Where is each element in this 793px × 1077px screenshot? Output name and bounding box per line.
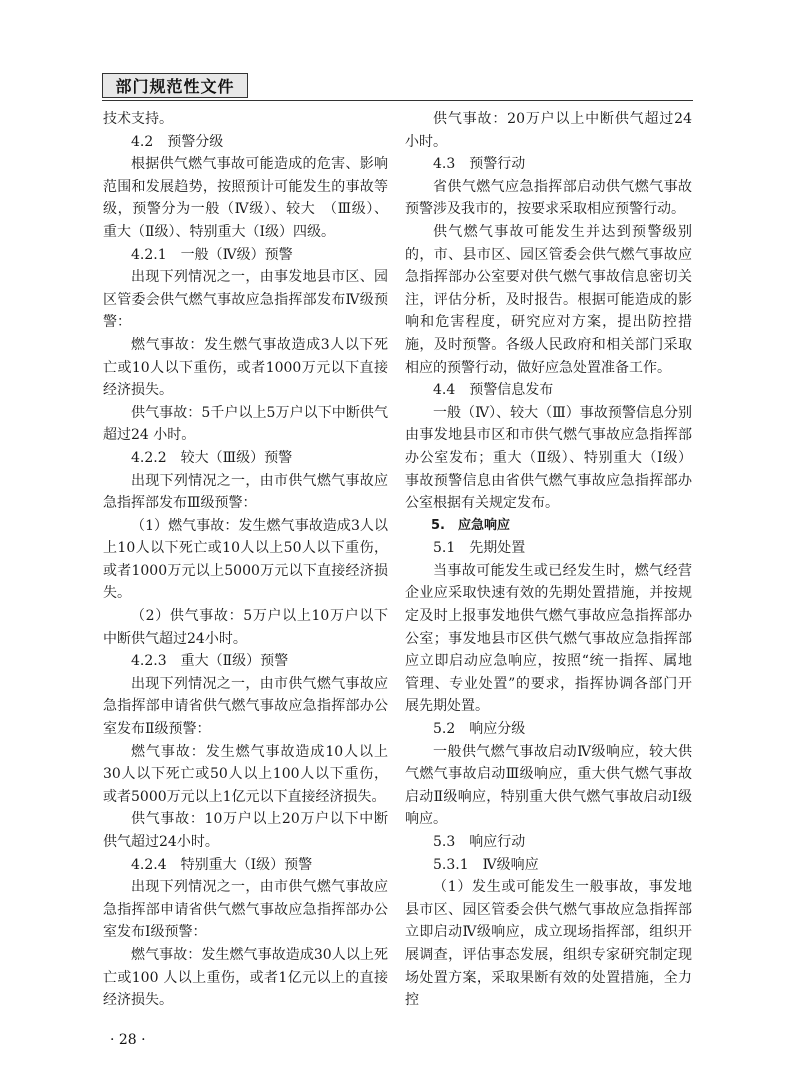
paragraph: 4.2.4 特别重大（Ⅰ级）预警 xyxy=(131,856,313,873)
paragraph: 4.4 预警信息发布 xyxy=(433,382,554,399)
section-header-title: 部门规范性文件 xyxy=(115,77,235,96)
paragraph: 一般（Ⅳ）、较大（Ⅲ）事故预警信息分别由事发地县市区和市供气燃气事故应急指挥部办公室发布；重大（Ⅱ级）、特别重大（Ⅰ级）事故预警信息由省供气燃气事故应急指挥部办公室根据有关规定发布。 xyxy=(405,404,692,512)
paragraph: 省供气燃气应急指挥部启动供气燃气事故预警涉及我市的，按要求采取相应预警行动。 xyxy=(405,178,692,218)
paragraph: 出现下列情况之一，由事发地县市区、园区管委会供气燃气事故应急指挥部发布Ⅳ级预警： xyxy=(103,269,388,331)
page-number: · 28 · xyxy=(110,1032,146,1048)
paragraph: 4.2.1 一般（Ⅳ级）预警 xyxy=(131,246,293,263)
paragraph: 4.2 预警分级 xyxy=(131,133,224,150)
left-column xyxy=(103,108,388,1023)
paragraph: 出现下列情况之一，由市供气燃气事故应急指挥部申请省供气燃气事故应急指挥部办公室发布Ⅰ级预警： xyxy=(103,879,388,941)
paragraph: 供气事故：20万户以上中断供气超过24小时。 xyxy=(405,111,692,150)
paragraph: 5.3 响应行动 xyxy=(433,834,526,850)
paragraph: 4.2.2 较大（Ⅲ级）预警 xyxy=(131,449,293,466)
paragraph: 技术支持。 xyxy=(103,111,173,127)
paragraph: 燃气事故：发生燃气事故造成10人以上30人以下死亡或50人以上100人以下重伤，或者5000万元以上1亿元以下直接经济损失。 xyxy=(103,743,388,805)
paragraph: 5.3.1 Ⅳ级响应 xyxy=(433,856,539,873)
paragraph: 供气事故：5千户以上5万户以下中断供气超过24 小时。 xyxy=(103,404,388,444)
paragraph: 当事故可能发生或已经发生时，燃气经营企业应采取快速有效的先期处置措施，并按规定及时上报事发地供气燃气事故应急指挥部办公室；事发地县市区供气燃气事故应急指挥部应立即启动应急响应，按照“统一指挥、属地管理、专业处置”的要求，指挥协调各部门开展先期处置。 xyxy=(405,562,692,715)
paragraph: 供气燃气事故可能发生并达到预警级别的，市、县市区、园区管委会供气燃气事故应急指挥部办公室要对供气燃气事故信息密切关注，评估分析，及时报告。根据可能造成的影响和危害程度，研究应对方案，提出防控措施，及时预警。各级人民政府和相关部门采取相应的预警行动，做好应急处置准备工作。 xyxy=(405,223,692,376)
paragraph: 4.2.3 重大（Ⅱ级）预警 xyxy=(131,653,289,670)
paragraph: 5.2 响应分级 xyxy=(433,721,526,738)
paragraph: 出现下列情况之一，由市供气燃气事故应急指挥部发布Ⅲ级预警： xyxy=(103,472,388,512)
paragraph: 4.3 预警行动 xyxy=(433,156,526,173)
paragraph: 燃气事故：发生燃气事故造成3人以下死亡或10人以下重伤，或者1000万元以下直接经济损失。 xyxy=(103,336,388,399)
paragraph: 供气事故：10万户以上20万户以下中断供气超过24小时。 xyxy=(103,811,388,850)
paragraph: （1）燃气事故：发生燃气事故造成3人以上10人以下死亡或10人以上50人以下重伤，或者1000万元以上5000万元以下直接经济损失。 xyxy=(103,517,388,602)
right-column xyxy=(405,108,692,1023)
section-header-badge xyxy=(102,73,248,98)
paragraph: 一般供气燃气事故启动Ⅳ级响应，较大供气燃气事故启动Ⅲ级响应，重大供气燃气事故启动Ⅱ级响应，特别重大供气燃气事故启动Ⅰ级响应。 xyxy=(405,743,692,828)
paragraph: 根据供气燃气事故可能造成的危害、影响范围和发展趋势，按照预计可能发生的事故等级，预警分为一般（Ⅳ级）、较大 （Ⅲ级）、重大（Ⅱ级）、特别重大（Ⅰ级）四级。 xyxy=(103,156,388,240)
paragraph: （1）发生或可能发生一般事故，事发地县市区、园区管委会供气燃气事故应急指挥部立即启动Ⅳ级响应，成立现场指挥部，组织开展调查，评估事态发展，组织专家研究制定现场处置方案，采取果断有效的处置措施，全力控 xyxy=(405,879,692,1009)
paragraph: 出现下列情况之一，由市供气燃气事故应急指挥部申请省供气燃气事故应急指挥部办公室发布Ⅱ级预警： xyxy=(103,675,388,738)
paragraph: （2）供气事故：5万户以上10万户以下中断供气超过24小时。 xyxy=(103,608,388,647)
paragraph: 5.1 先期处置 xyxy=(433,540,526,557)
header-divider xyxy=(102,100,693,101)
paragraph: 燃气事故：发生燃气事故造成30人以上死亡或100 人以上重伤，或者1亿元以上的直接经济损失。 xyxy=(103,946,388,1009)
paragraph: 5. 应急响应 xyxy=(431,517,510,533)
